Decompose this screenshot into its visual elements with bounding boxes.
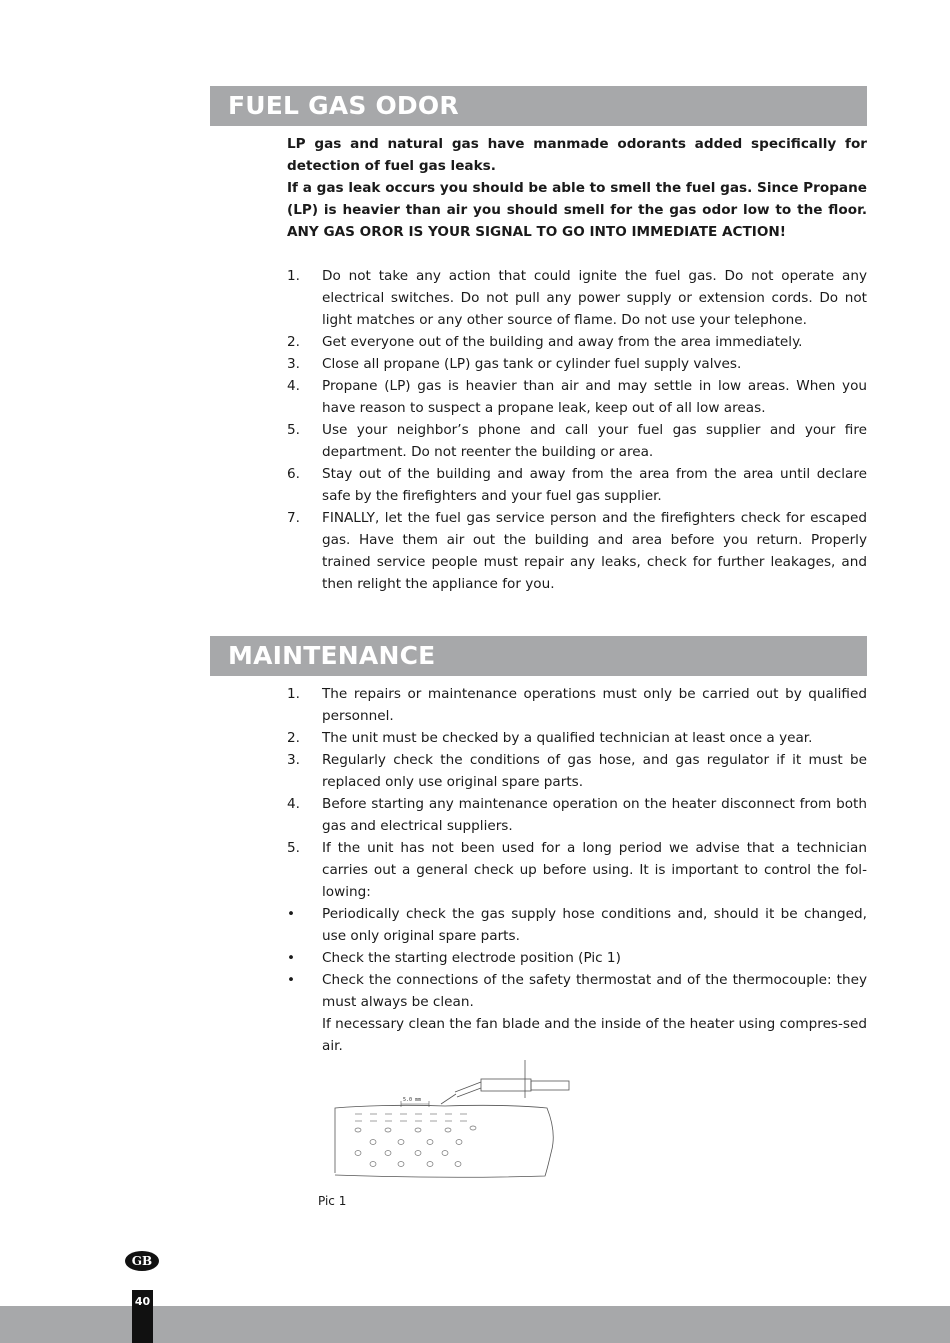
list-item bbox=[287, 903, 867, 947]
section-header-fuel-gas-odor bbox=[210, 86, 867, 126]
language-badge: GB bbox=[125, 1251, 159, 1271]
list-item-text: Use your neighbor’s phone and call your fuel gas supplier and your fire department. Do not reenter the building or area. bbox=[322, 422, 867, 460]
list-item bbox=[287, 793, 867, 837]
list-item-text: Regularly check the conditions of gas hose, and gas regulator if it must be replaced only use original spare parts. bbox=[322, 752, 867, 790]
section-header-maintenance bbox=[210, 636, 867, 676]
list-item-text: Get everyone out of the building and away from the area immediately. bbox=[322, 334, 803, 350]
list-item bbox=[287, 969, 867, 1057]
bullet-marker: • bbox=[287, 906, 296, 922]
list-item-text: Check the starting electrode position (Pic 1) bbox=[322, 950, 621, 966]
list-item bbox=[287, 837, 867, 903]
list-item-text: If the unit has not been used for a long period we advise that a technician carries out a general check up before using. It is important to control the fol-lowing: bbox=[322, 840, 867, 900]
list-item-text: Close all propane (LP) gas tank or cylinder fuel supply valves. bbox=[322, 356, 742, 372]
page-number: 40 bbox=[134, 1295, 151, 1308]
figure-caption: Pic 1 bbox=[318, 1194, 347, 1208]
intro-paragraph: If a gas leak occurs you should be able to smell the fuel gas. Since Propane (LP) is heavier than air you should smell for the gas odor low to the floor. ANY GAS OROR IS YOUR SIGNAL TO GO INTO IMMEDIATE ACTION! bbox=[287, 180, 867, 240]
list-item bbox=[287, 507, 867, 595]
section-title: FUEL GAS ODOR bbox=[228, 91, 459, 120]
list-item-text: Propane (LP) gas is heavier than air and may settle in low areas. When you have reason to suspect a propane leak, keep out of all low areas. bbox=[322, 378, 867, 416]
gap-dimension-label: 5.0 mm bbox=[403, 1097, 422, 1103]
list-marker: 6. bbox=[287, 466, 300, 482]
list-marker: 2. bbox=[287, 730, 300, 746]
intro-paragraph: LP gas and natural gas have manmade odorants added specifically for detection of fuel gas leaks. bbox=[287, 136, 867, 174]
list-marker: 4. bbox=[287, 378, 300, 394]
section-title: MAINTENANCE bbox=[228, 641, 436, 670]
list-item-text: FINALLY, let the fuel gas service person and the firefighters check for escaped gas. Have them air out the building and area before you return. Properly trained service people must repair any leaks, check for further leakages, and then relight the appliance for you. bbox=[322, 510, 867, 592]
list-marker: 3. bbox=[287, 752, 300, 768]
list-item-text: Check the connections of the safety thermostat and of the thermocouple: they must always be clean. bbox=[322, 972, 867, 1010]
list-marker: 3. bbox=[287, 356, 300, 372]
list-item-text: Before starting any maintenance operation on the heater disconnect from both gas and electrical suppliers. bbox=[322, 796, 867, 834]
list-item bbox=[287, 463, 867, 507]
list-item-text: The unit must be checked by a qualified technician at least once a year. bbox=[322, 730, 813, 746]
bullet-marker: • bbox=[287, 950, 296, 966]
list-item bbox=[287, 749, 867, 793]
list-item-text: Stay out of the building and away from the area from the area until declare safe by the firefighters and your fuel gas supplier. bbox=[322, 466, 867, 504]
list-item bbox=[287, 265, 867, 331]
list-item bbox=[287, 419, 867, 463]
list-item bbox=[287, 947, 867, 969]
list-marker: 2. bbox=[287, 334, 300, 350]
list-marker: 1. bbox=[287, 268, 300, 284]
electrode-position-drawing bbox=[325, 1058, 575, 1183]
list-marker: 1. bbox=[287, 686, 300, 702]
list-item bbox=[287, 727, 867, 749]
bullet-marker: • bbox=[287, 972, 296, 988]
list-item-text: Periodically check the gas supply hose conditions and, should it be changed, use only original spare parts. bbox=[322, 906, 867, 944]
maintenance-steps-list bbox=[287, 683, 867, 1057]
list-item-note: If necessary clean the fan blade and the inside of the heater using compres-sed air. bbox=[322, 1016, 867, 1054]
list-marker: 7. bbox=[287, 510, 300, 526]
list-item-text: The repairs or maintenance operations must only be carried out by qualified personnel. bbox=[322, 686, 867, 724]
fuel-gas-intro bbox=[287, 133, 867, 243]
list-item-text: Do not take any action that could ignite the fuel gas. Do not operate any electrical switches. Do not pull any power supply or extension cords. Do not light matches or any other source of flame. Do not use your telephone. bbox=[322, 268, 867, 328]
list-item bbox=[287, 683, 867, 727]
list-item bbox=[287, 331, 867, 353]
list-marker: 5. bbox=[287, 840, 300, 856]
list-marker: 5. bbox=[287, 422, 300, 438]
list-marker: 4. bbox=[287, 796, 300, 812]
fuel-gas-steps-list bbox=[287, 265, 867, 595]
list-item bbox=[287, 353, 867, 375]
list-item bbox=[287, 375, 867, 419]
